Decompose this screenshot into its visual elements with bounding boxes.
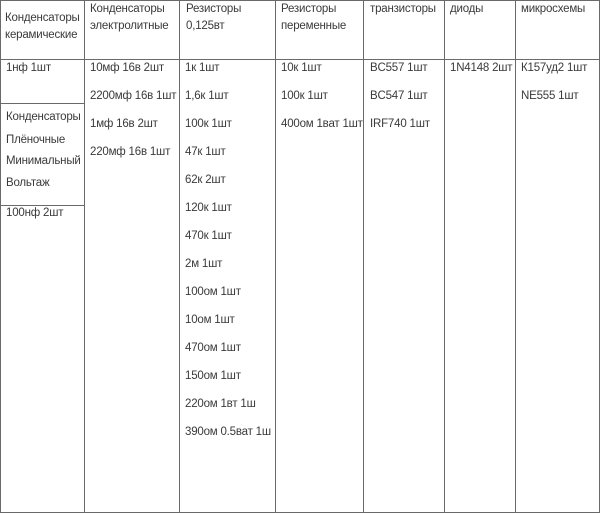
film-capacitor-item: 100нф 2шт [6, 207, 64, 219]
transistor-item: BC547 1шт [370, 90, 428, 102]
chip-item: NE555 1шт [521, 90, 579, 102]
resistor-item: 47к 1шт [185, 146, 226, 158]
resistor-item: 2м 1шт [185, 258, 223, 270]
col1-divider-1 [0, 103, 84, 104]
electrolytic-capacitor-item: 10мф 16в 2шт [90, 62, 164, 74]
resistor-item: 150ом 1шт [185, 370, 241, 382]
table-border-bottom [0, 512, 600, 513]
header-ceramic-capacitors: Конденсаторы керамические [5, 12, 80, 41]
electrolytic-capacitor-item: 1мф 16в 2шт [90, 118, 158, 130]
header-variable-resistors: Резисторы переменные [281, 3, 347, 32]
header-electrolytic-capacitors: Конденсаторы электролитные [90, 3, 169, 32]
variable-resistor-item: 100к 1шт [281, 90, 328, 102]
resistor-item: 1,6к 1шт [185, 90, 229, 102]
header-diodes: диоды [450, 3, 484, 15]
resistor-item: 10ом 1шт [185, 314, 235, 326]
table-border-left [0, 0, 1, 513]
chip-item: К157уд2 1шт [521, 62, 588, 74]
header-chips: микросхемы [521, 3, 586, 15]
variable-resistor-item: 400ом 1ват 1шт [281, 118, 363, 130]
resistor-item: 100ом 1шт [185, 286, 241, 298]
header-transistors: транзисторы [370, 3, 436, 15]
header-resistors: Резисторы 0,125вт [186, 3, 242, 32]
resistor-item: 390ом 0.5ват 1ш [185, 426, 271, 438]
film-capacitor-header-line: Плёночные [6, 134, 66, 146]
transistor-item: IRF740 1шт [370, 118, 430, 130]
resistor-item: 470к 1шт [185, 230, 232, 242]
resistor-item: 120к 1шт [185, 202, 232, 214]
col-divider-3 [275, 0, 276, 513]
resistor-item: 220ом 1вт 1ш [185, 398, 256, 410]
header-divider [0, 59, 600, 60]
col-divider-4 [363, 0, 364, 513]
resistor-item: 100к 1шт [185, 118, 232, 130]
col-divider-1 [84, 0, 85, 513]
electrolytic-capacitor-item: 220мф 16в 1шт [90, 146, 171, 158]
resistor-item: 62к 2шт [185, 174, 226, 186]
film-capacitor-header-line: Минимальный [6, 155, 81, 167]
resistor-item: 470ом 1шт [185, 342, 241, 354]
col-divider-2 [179, 0, 180, 513]
film-capacitor-header-line: Конденсаторы [6, 111, 81, 123]
electrolytic-capacitor-item: 2200мф 16в 1шт [90, 90, 177, 102]
variable-resistor-item: 10к 1шт [281, 62, 322, 74]
col-divider-6 [515, 0, 516, 513]
film-capacitor-header-line: Вольтаж [6, 177, 50, 189]
col-divider-5 [444, 0, 445, 513]
ceramic-capacitor-item: 1нф 1шт [6, 62, 51, 74]
transistor-item: BC557 1шт [370, 62, 428, 74]
diode-item: 1N4148 2шт [450, 62, 513, 74]
resistor-item: 1к 1шт [185, 62, 220, 74]
